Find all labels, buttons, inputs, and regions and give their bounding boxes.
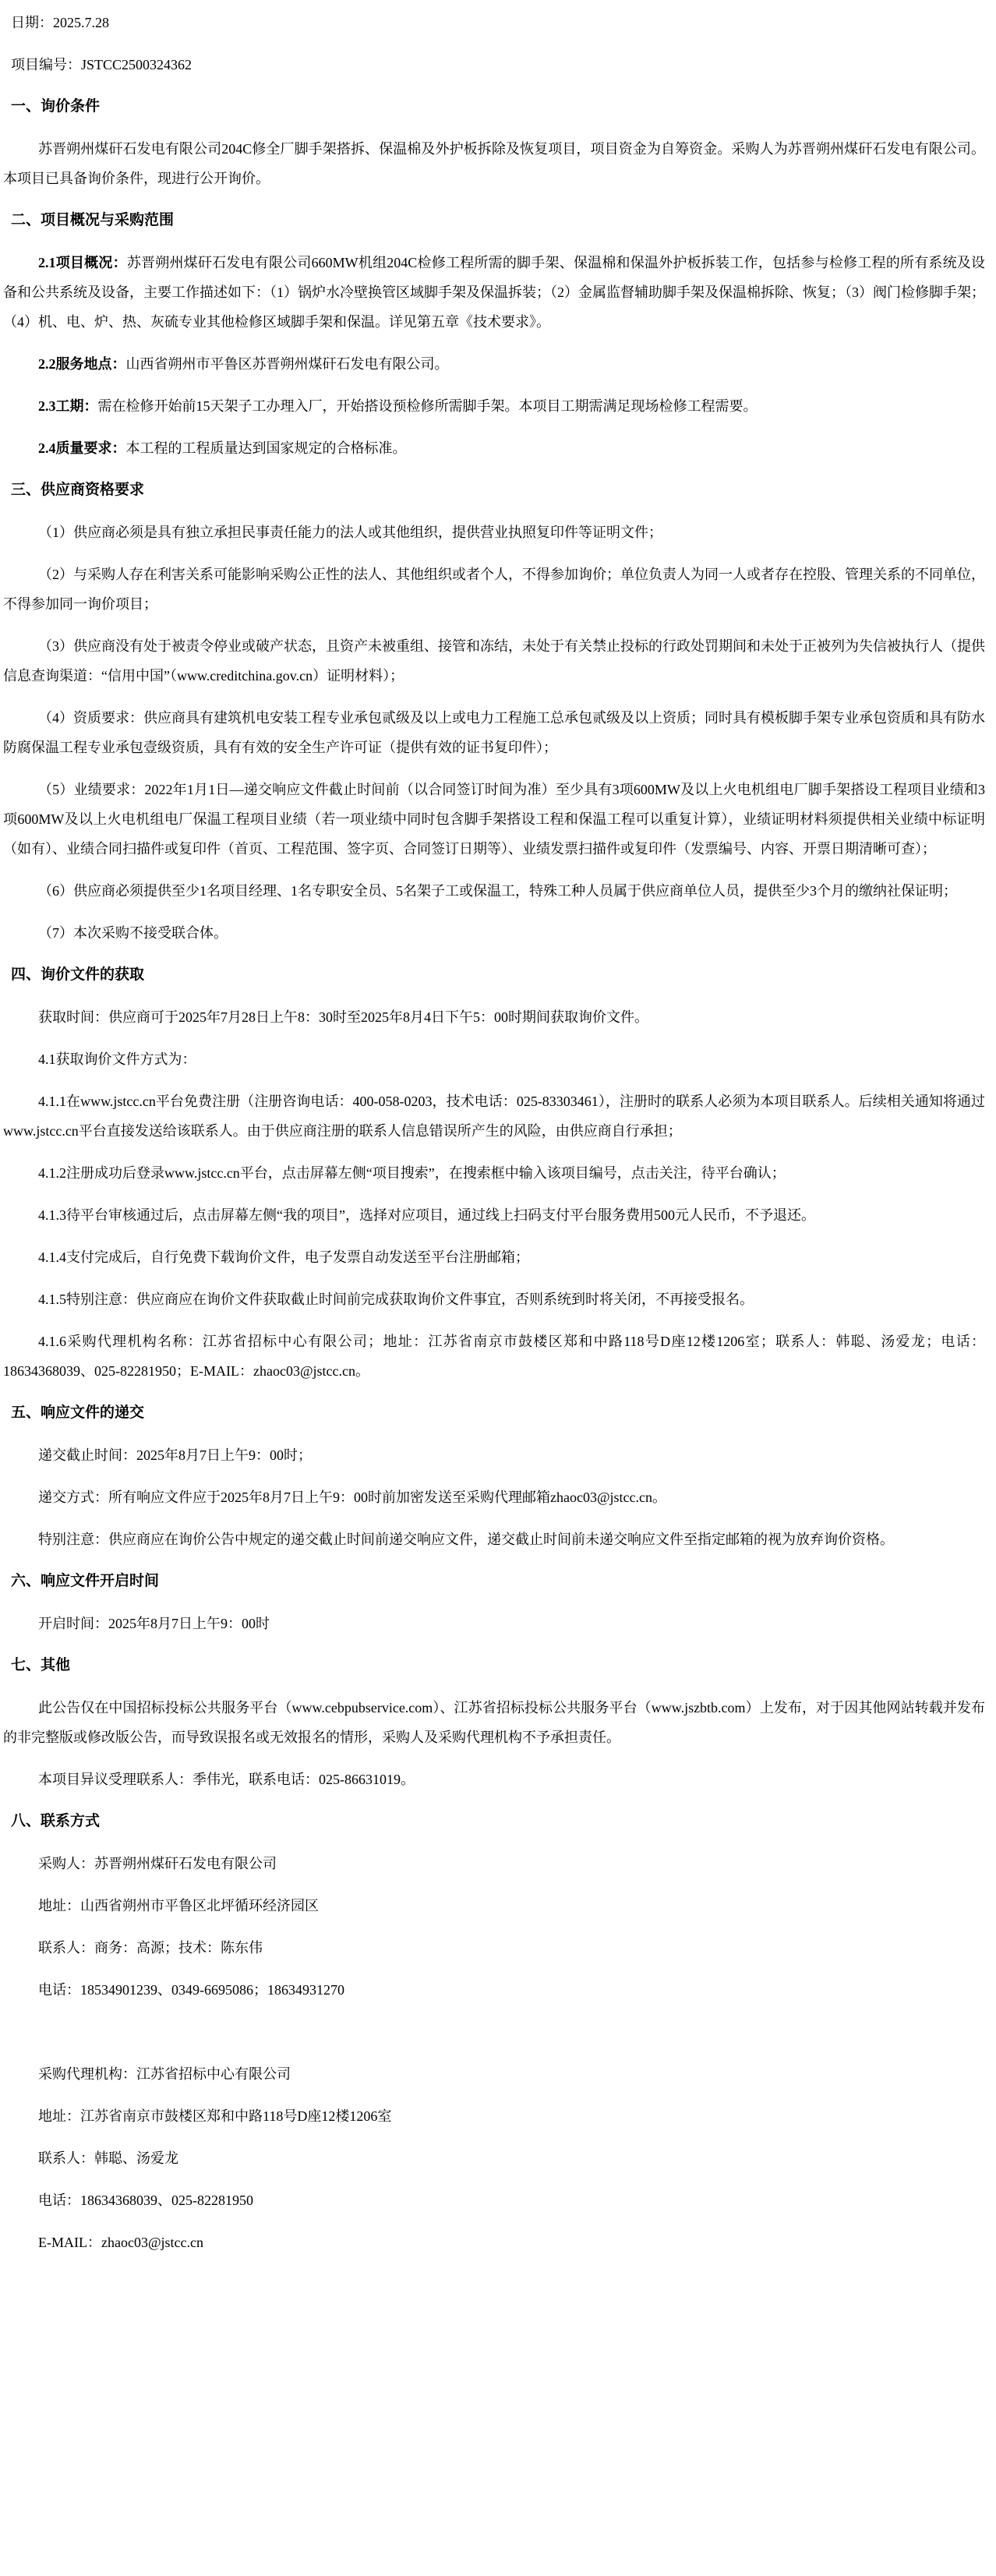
blank-gap — [3, 2017, 985, 2059]
agency-email-line: E-MAIL：zhaoc03@jstcc.cn — [38, 2235, 204, 2250]
opening-time-paragraph: 开启时间：2025年8月7日上午9：00时 — [38, 1616, 270, 1631]
acquisition-step-4-1-1: 4.1.1在www.jstcc.cn平台免费注册（注册咨询电话：400-058-0203，技术电话：025-83303461），注册时的联系人必须为本项目联系人。后续相关通知将通过www.jstcc.cn平台直接发送给该联系人。由于供应商注册的联系人信息错误所产生的风险，由供应商自行承担； — [3, 1094, 985, 1139]
section-2-heading: 二、项目概况与采购范围 — [11, 212, 175, 228]
section-1-heading: 一、询价条件 — [11, 98, 101, 115]
section-5-heading: 五、响应文件的递交 — [11, 1405, 145, 1421]
date-line: 日期：2025.7.28 — [11, 15, 109, 30]
purchaser-contacts-line: 联系人：商务：高源；技术：陈东伟 — [38, 1940, 263, 1956]
section-4-heading: 四、询价文件的获取 — [11, 966, 145, 983]
qualification-item-7: （7）本次采购不接受联合体。 — [38, 925, 228, 941]
quality-requirement-label: 2.4质量要求： — [38, 440, 126, 456]
schedule-text: 需在检修开始前15天架子工办理入厂，开始搭设预检修所需脚手架。本项目工期需满足现场检修工程需要。 — [97, 398, 758, 414]
acquisition-method-paragraph: 4.1获取询价文件方式为： — [38, 1051, 196, 1067]
purchaser-name-line: 采购人：苏晋朔州煤矸石发电有限公司 — [38, 1856, 277, 1871]
acquisition-step-4-1-5: 4.1.5特别注意：供应商应在询价文件获取截止时间前完成获取询价文件事宜，否则系统到时将关闭，不再接受报名。 — [38, 1292, 754, 1307]
inquiry-conditions-paragraph: 苏晋朔州煤矸石发电有限公司204C修全厂脚手架搭拆、保温棉及外护板拆除及恢复项目，项目资金为自筹资金。采购人为苏晋朔州煤矸石发电有限公司。本项目已具备询价条件，现进行公开询价。 — [3, 141, 985, 186]
qualification-item-4: （4）资质要求：供应商具有建筑机电安装工程专业承包贰级及以上或电力工程施工总承包贰级及以上资质；同时具有模板脚手架专业承包资质和具有防水防腐保温工程专业承包壹级资质，具有有效的安全生产许可证（提供有效的证书复印件）； — [3, 710, 985, 755]
section-6-heading: 六、响应文件开启时间 — [11, 1573, 160, 1589]
acquisition-step-4-1-4: 4.1.4支付完成后，自行免费下载询价文件，电子发票自动发送至平台注册邮箱； — [38, 1249, 529, 1265]
submission-notice-paragraph: 特别注意：供应商应在询价公告中规定的递交截止时间前递交响应文件，递交截止时间前未递交响应文件至指定邮箱的视为放弃询价资格。 — [38, 1532, 894, 1547]
agency-phone-line: 电话：18634368039、025-82281950 — [38, 2193, 253, 2208]
project-overview-paragraph — [3, 248, 985, 337]
qualification-item-3: （3）供应商没有处于被责令停业或破产状态，且资产未被重组、接管和冻结，未处于有关禁止投标的行政处罚期间和未处于正被列为失信被执行人（提供信息查询渠道：“信用中国”（www.creditchina.gov.cn）证明材料）； — [3, 638, 985, 684]
section-3-heading: 三、供应商资格要求 — [11, 482, 145, 498]
qualification-item-1: （1）供应商必须是具有独立承担民事责任能力的法人或其他组织，提供营业执照复印件等证明文件； — [38, 525, 662, 540]
section-8-heading: 八、联系方式 — [11, 1813, 101, 1829]
objection-contact-paragraph: 本项目异议受理联系人：季伟光，联系电话：025-86631019。 — [38, 1772, 415, 1787]
acquisition-step-4-1-3: 4.1.3待平台审核通过后，点击屏幕左侧“我的项目”，选择对应项目，通过线上扫码支付平台服务费用500元人民币，不予退还。 — [38, 1207, 815, 1223]
acquisition-step-4-1-2: 4.1.2注册成功后登录www.jstcc.cn平台，点击屏幕左侧“项目搜索”，在搜索框中输入该项目编号，点击关注，待平台确认； — [38, 1165, 786, 1181]
submission-deadline-paragraph: 递交截止时间：2025年8月7日上午9：00时； — [38, 1447, 312, 1463]
purchaser-phone-line: 电话：18534901239、0349-6695086；18634931270 — [38, 1982, 344, 1998]
acquisition-step-4-1-6: 4.1.6采购代理机构名称：江苏省招标中心有限公司；地址：江苏省南京市鼓楼区郑和中路118号D座12楼1206室；联系人：韩聪、汤爱龙；电话：18634368039、025-82281950；E-MAIL：zhaoc03@jstcc.cn。 — [3, 1334, 985, 1379]
announcement-platforms-paragraph: 此公告仅在中国招标投标公共服务平台（www.cebpubservice.com）、江苏省招标投标公共服务平台（www.jszbtb.com）上发布，对于因其他网站转载并发布的非完整版或修改版公告，而导致误报名或无效报名的情形，采购人及采购代理机构不予承担责任。 — [3, 1700, 985, 1745]
schedule-paragraph — [3, 391, 985, 421]
service-location-paragraph — [3, 349, 985, 379]
agency-name-line: 采购代理机构：江苏省招标中心有限公司 — [38, 2066, 291, 2082]
section-7-heading: 七、其他 — [11, 1657, 71, 1673]
agency-address-line: 地址：江苏省南京市鼓楼区郑和中路118号D座12楼1206室 — [38, 2108, 392, 2124]
qualification-item-2: （2）与采购人存在利害关系可能影响采购公正性的法人、其他组织或者个人，不得参加询价；单位负责人为同一人或者存在控股、管理关系的不同单位，不得参加同一询价项目； — [3, 567, 985, 612]
project-overview-label: 2.1项目概况： — [38, 255, 127, 270]
submission-method-paragraph: 递交方式：所有响应文件应于2025年8月7日上午9：00时前加密发送至采购代理邮箱zhaoc03@jstcc.cn。 — [38, 1489, 667, 1505]
project-overview-text: 苏晋朔州煤矸石发电有限公司660MW机组204C检修工程所需的脚手架、保温棉和保温外护板拆装工作，包括参与检修工程的所有系统及设备和公共系统及设备，主要工作描述如下：（1）锅炉水冷壁换管区域脚手架及保温拆装；（2）金属监督辅助脚手架及保温棉拆除、恢复；（3）阀门检修脚手架；（4）机、电、炉、热、灰硫专业其他检修区域脚手架和保温。详见第五章《技术要求》。 — [3, 255, 986, 330]
service-location-text: 山西省朔州市平鲁区苏晋朔州煤矸石发电有限公司。 — [125, 356, 449, 372]
purchaser-address-line: 地址：山西省朔州市平鲁区北坪循环经济园区 — [38, 1898, 319, 1913]
qualification-item-6: （6）供应商必须提供至少1名项目经理、1名专职安全员、5名架子工或保温工，特殊工种人员属于供应商单位人员，提供至少3个月的缴纳社保证明； — [38, 883, 957, 899]
service-location-label: 2.2服务地点： — [38, 356, 126, 372]
quality-requirement-text: 本工程的工程质量达到国家规定的合格标准。 — [125, 440, 407, 456]
quality-requirement-paragraph — [3, 433, 985, 463]
acquisition-time-paragraph: 获取时间：供应商可于2025年7月28日上午8：30时至2025年8月4日下午5：00时期间获取询价文件。 — [38, 1009, 648, 1025]
agency-contacts-line: 联系人：韩聪、汤爱龙 — [38, 2150, 178, 2166]
project-number-line: 项目编号：JSTCC2500324362 — [11, 57, 192, 72]
schedule-label: 2.3工期： — [38, 398, 98, 414]
qualification-item-5: （5）业绩要求：2022年1月1日—递交响应文件截止时间前（以合同签订时间为准）至少具有3项600MW及以上火电机组电厂脚手架搭设工程项目业绩和3项600MW及以上火电机组电厂保温工程项目业绩（若一项业绩中同时包含脚手架搭设工程和保温工程可以重复计算），业绩证明材料须提供相关业绩中标证明（如有）、业绩合同扫描件或复印件（首页、工程范围、签字页、合同签订日期等）、业绩发票扫描件或复印件（发票编号、内容、开票日期清晰可查）； — [3, 782, 985, 857]
